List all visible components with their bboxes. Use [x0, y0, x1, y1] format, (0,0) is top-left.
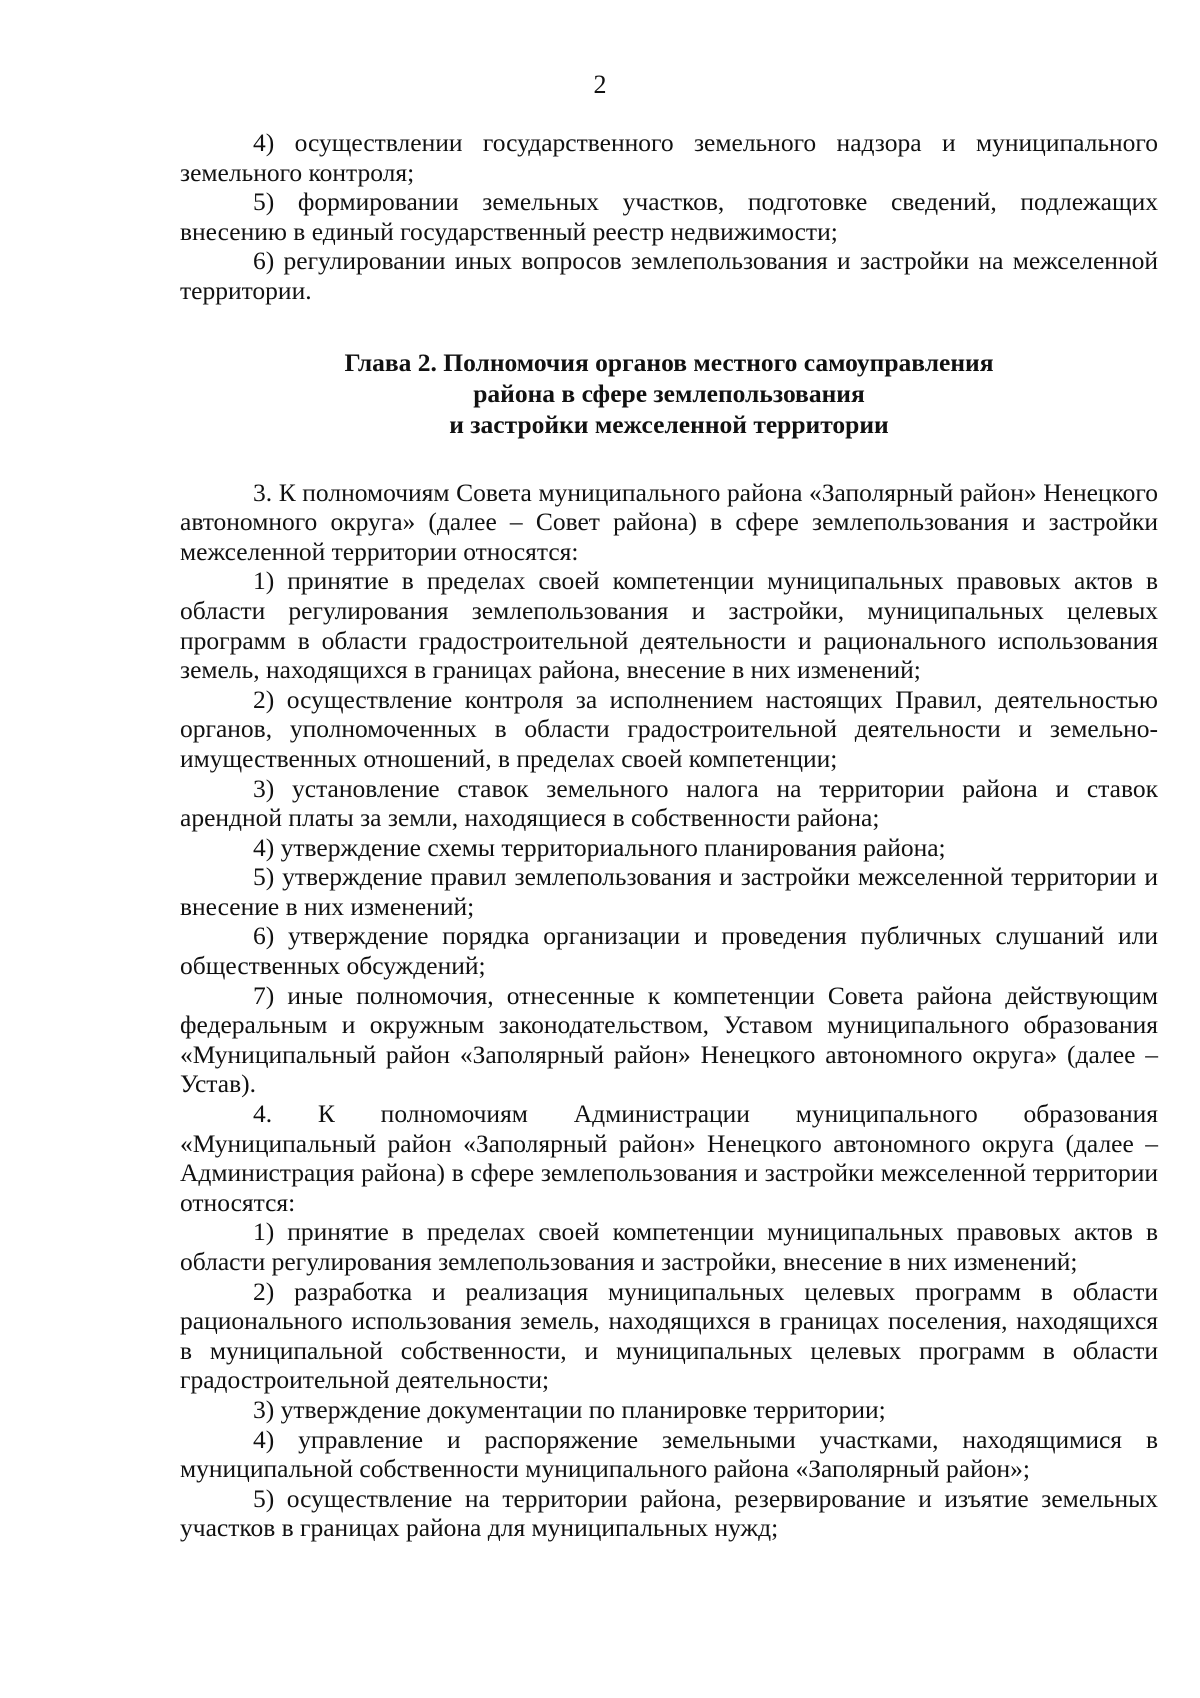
- section-3-item-2: 2) осуществление контроля за исполнением настоящих Правил, деятельностью органов, уполномоченных в области градостроительной деятельности и земельно-имущественных отношений, в пределах своей компетенции;: [180, 684, 1158, 773]
- section-4-item-4: 4) управление и распоряжение земельными участками, находящимися в муниципальной собственности муниципального района «Заполярный район»;: [180, 1424, 1158, 1484]
- section-4-item-2: 2) разработка и реализация муниципальных целевых программ в области рационального использования земель, находящихся в границах поселения, находящихся в муниципальной собственности, и муниципальных целевых программ в области градостроительной деятельности;: [180, 1276, 1158, 1395]
- section-3-item-5: 5) утверждение правил землепользования и застройки межселенной территории и внесение в них изменений;: [180, 862, 1158, 921]
- chapter-heading-line-1: Глава 2. Полномочия органов местного самоуправления: [344, 347, 994, 377]
- intro-item-6: 6) регулировании иных вопросов землепользования и застройки на межселенной территории.: [180, 246, 1158, 305]
- chapter-heading-line-3: и застройки межселенной территории: [449, 409, 889, 439]
- intro-item-5: 5) формировании земельных участков, подготовке сведений, подлежащих внесению в единый государственный реестр недвижимости;: [180, 187, 1158, 246]
- page-number: 2: [593, 70, 607, 99]
- section-4-intro: 4. К полномочиям Администрации муниципального образования «Муниципальный район «Заполярный район» Ненецкого автономного округа (далее – Администрация района) в сфере землепользования и застройки межселенной территории относятся:: [180, 1099, 1158, 1217]
- document-body: [180, 128, 1158, 1543]
- chapter-heading-line-2: района в сфере землепользования: [473, 378, 865, 408]
- section-3-item-6: 6) утверждение порядка организации и проведения публичных слушаний или общественных обсуждений;: [180, 921, 1158, 981]
- section-3-item-1: 1) принятие в пределах своей компетенции муниципальных правовых актов в области регулирования землепользования и застройки, муниципальных целевых программ в области градостроительной деятельности и рационального использования земель, находящихся в границах района, внесение в них изменений;: [180, 566, 1158, 685]
- section-3-item-4: 4) утверждение схемы территориального планирования района;: [253, 832, 946, 862]
- section-3-item-7: 7) иные полномочия, отнесенные к компетенции Совета района действующим федеральным и окружным законодательством, Уставом муниципального образования «Муниципальный район «Заполярный район» Ненецкого автономного округа» (далее – Устав).: [180, 980, 1158, 1099]
- section-4-item-5: 5) осуществление на территории района, резервирование и изъятие земельных участков в границах района для муниципальных нужд;: [180, 1483, 1158, 1543]
- section-4-item-3: 3) утверждение документации по планировке территории;: [253, 1394, 886, 1424]
- section-3-intro: 3. К полномочиям Совета муниципального района «Заполярный район» Ненецкого автономного округа» (далее – Совет района) в сфере землепользования и застройки межселенной территории относятся:: [180, 477, 1158, 566]
- chapter-heading: [180, 347, 1158, 440]
- section-4-item-1: 1) принятие в пределах своей компетенции муниципальных правовых актов в области регулирования землепользования и застройки, внесение в них изменений;: [180, 1217, 1158, 1276]
- section-3-item-3: 3) установление ставок земельного налога на территории района и ставок арендной платы за земли, находящиеся в собственности района;: [180, 773, 1158, 833]
- intro-item-4: 4) осуществлении государственного земельного надзора и муниципального земельного контроля;: [180, 128, 1158, 187]
